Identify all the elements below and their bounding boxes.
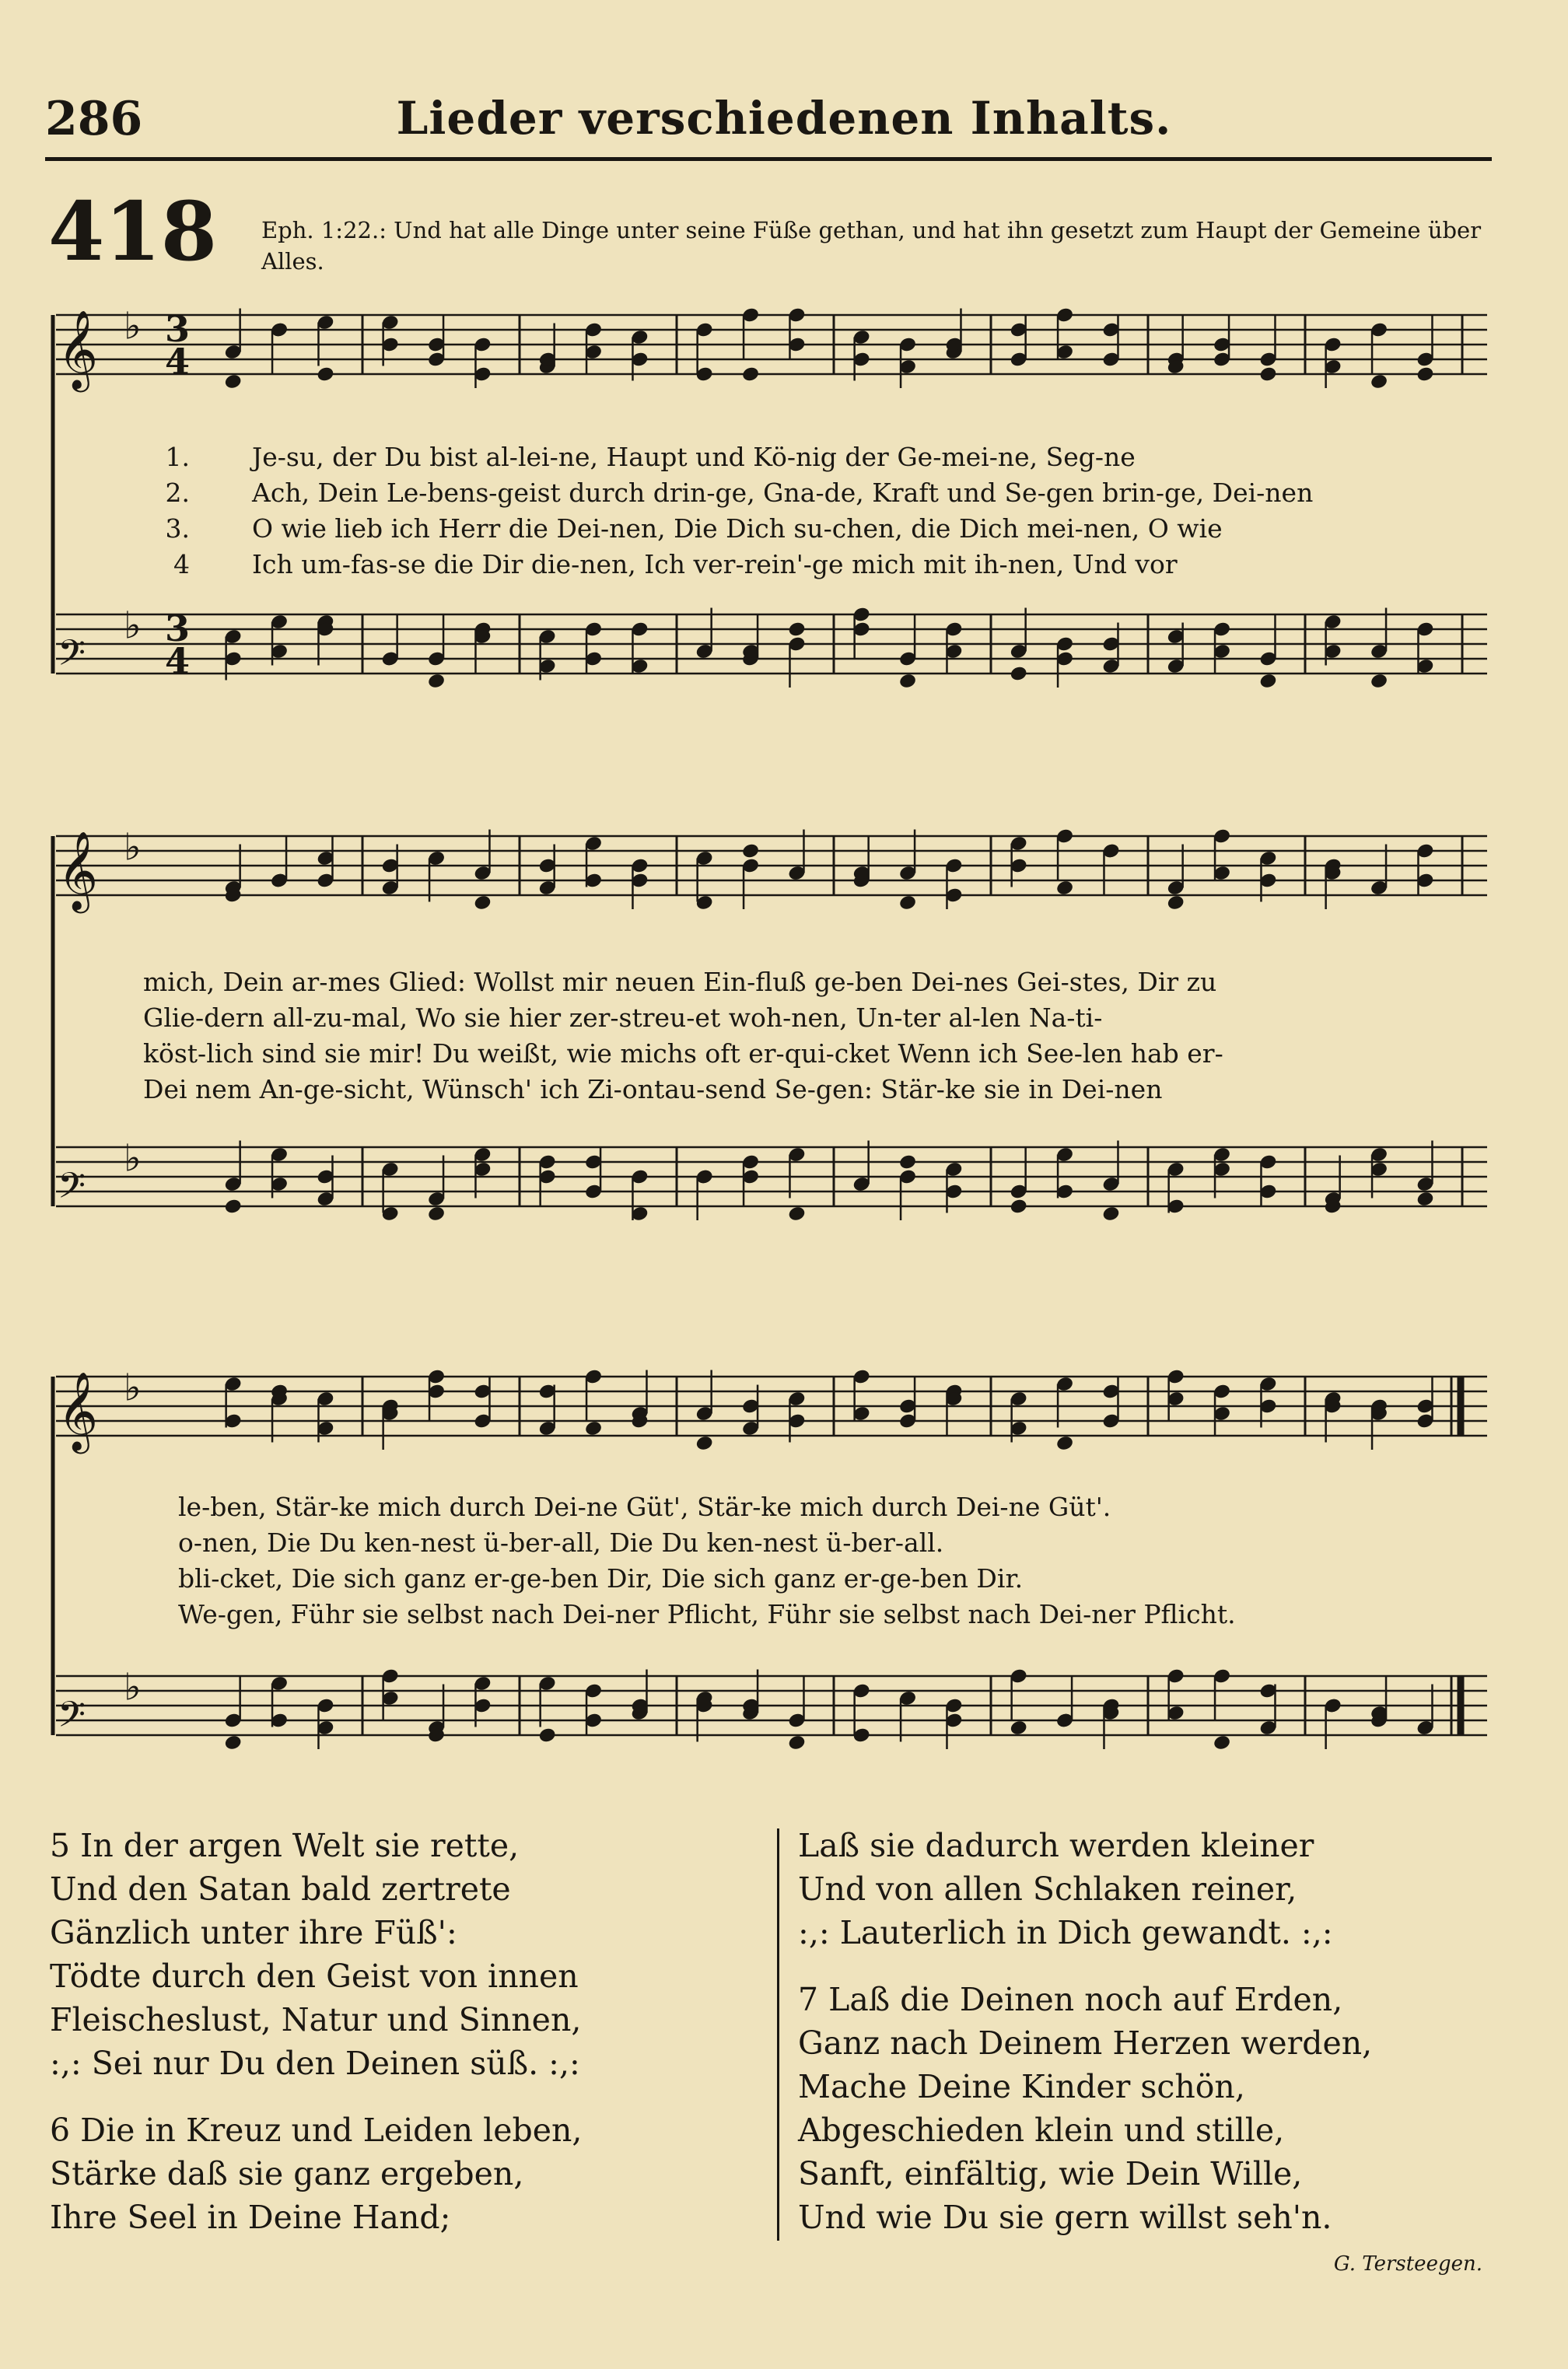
bass-clef-icon: 𝄢 bbox=[58, 632, 86, 683]
note-head bbox=[1258, 673, 1277, 690]
note-head bbox=[695, 1435, 714, 1452]
treble-clef-icon: 𝄞 bbox=[58, 1370, 99, 1450]
stanza-line: Stärke daß sie ganz ergeben, bbox=[50, 2155, 524, 2192]
flat-icon: ♭ bbox=[124, 1366, 142, 1410]
stanza-line: Mache Deine Kinder schön, bbox=[798, 2068, 1245, 2105]
lyric-line bbox=[143, 511, 1512, 547]
stanza-line: 5 In der argen Welt sie rette, bbox=[50, 1827, 520, 1864]
header-rule bbox=[45, 157, 1492, 161]
note-head bbox=[787, 1734, 806, 1751]
note-head bbox=[1213, 1734, 1231, 1751]
lyric-line bbox=[143, 475, 1512, 511]
stanza-6 bbox=[50, 2108, 750, 2239]
stanza-line: Laß sie dadurch werden kleiner bbox=[798, 1827, 1314, 1864]
note-head bbox=[427, 673, 446, 690]
note-head bbox=[1167, 894, 1185, 912]
treble-clef-icon: 𝄞 bbox=[58, 830, 99, 910]
note-head bbox=[473, 894, 492, 912]
note-head bbox=[898, 673, 917, 690]
stanza-column-left bbox=[50, 1824, 750, 2262]
note-head bbox=[224, 1734, 243, 1751]
time-signature-bottom: 4 bbox=[165, 640, 191, 682]
note-head bbox=[787, 1205, 806, 1223]
note-head bbox=[898, 1153, 917, 1171]
lyric-block bbox=[143, 439, 1512, 583]
note-head bbox=[1055, 1435, 1074, 1452]
verse-text: Ach, Dein Le-bens-geist durch drin-ge, Gna-de, Kraft und Se-gen brin-ge, Dei-nen bbox=[252, 478, 1314, 508]
additional-stanzas bbox=[50, 1824, 1496, 2259]
page-title: Lieder verschiedenen Inhalts. bbox=[396, 92, 1172, 145]
lyric-line bbox=[143, 964, 1512, 1000]
stanza-7 bbox=[798, 1978, 1498, 2239]
note-head bbox=[1055, 880, 1074, 897]
stanza-line: Tödte durch den Geist von innen bbox=[50, 1958, 579, 1995]
time-signature-top: 3 bbox=[165, 308, 191, 350]
lyric-line bbox=[143, 1000, 1512, 1036]
flat-icon: ♭ bbox=[124, 304, 142, 348]
stanza-line: 6 Die in Kreuz und Leiden leben, bbox=[50, 2112, 583, 2149]
note-head bbox=[224, 373, 243, 390]
lyric-line bbox=[143, 1561, 1512, 1597]
verse-text: Je-su, der Du bist al-lei-ne, Haupt und Kö-nig der Ge-mei-ne, Seg-ne bbox=[252, 442, 1136, 472]
verse-number: 4 bbox=[173, 549, 190, 579]
bass-staff bbox=[56, 1665, 1487, 1751]
note-head bbox=[1101, 1205, 1120, 1223]
note-head bbox=[1370, 673, 1388, 690]
time-signature-bottom: 4 bbox=[165, 341, 191, 383]
stanza-line: :,: Lauterlich in Dich gewandt. :,: bbox=[798, 1914, 1333, 1951]
time-signature-top: 3 bbox=[165, 607, 191, 649]
note-head bbox=[1416, 366, 1434, 383]
note-head bbox=[1010, 1198, 1028, 1215]
column-divider bbox=[777, 1828, 779, 2241]
verse-number: 1. bbox=[165, 442, 190, 472]
note-head bbox=[224, 1198, 243, 1215]
verse-text: Glie-dern all-zu-mal, Wo sie hier zer-streu-et woh-nen, Un-ter al-len Na-ti- bbox=[143, 1003, 1103, 1033]
flat-icon: ♭ bbox=[124, 825, 142, 870]
page-number: 286 bbox=[45, 92, 143, 146]
stanza-line: :,: Sei nur Du den Deinen süß. :,: bbox=[50, 2045, 580, 2082]
verse-text: bli-cket, Die sich ganz er-ge-ben Dir, Die sich ganz er-ge-ben Dir. bbox=[178, 1563, 1024, 1594]
note-head bbox=[1370, 373, 1388, 390]
bass-clef-icon: 𝄢 bbox=[58, 1694, 86, 1744]
note-head bbox=[584, 1420, 603, 1437]
music-system-2 bbox=[50, 821, 1493, 1272]
note-head bbox=[1258, 366, 1277, 383]
stanza-line: Und von allen Schlaken reiner, bbox=[798, 1870, 1297, 1908]
treble-staff bbox=[56, 304, 1487, 393]
verse-text: O wie lieb ich Herr die Dei-nen, Die Dich su-chen, die Dich mei-nen, O wie bbox=[252, 513, 1223, 544]
flat-icon: ♭ bbox=[124, 1665, 142, 1709]
verse-text: We-gen, Führ sie selbst nach Dei-ner Pflicht, Führ sie selbst nach Dei-ner Pflicht. bbox=[178, 1599, 1236, 1629]
note-head bbox=[1416, 1191, 1434, 1208]
author-credit: G. Tersteegen. bbox=[1333, 2252, 1482, 2276]
stanza-6-continued bbox=[798, 1824, 1498, 1954]
stanza-column-right bbox=[798, 1824, 1498, 2262]
verse-text: köst-lich sind sie mir! Du weißt, wie michs oft er-qui-cket Wenn ich See-len hab er- bbox=[143, 1038, 1223, 1069]
note-head bbox=[741, 366, 760, 383]
stanza-line: Sanft, einfältig, wie Dein Wille, bbox=[798, 2155, 1303, 2192]
lyric-line bbox=[143, 547, 1512, 583]
treble-staff bbox=[56, 825, 1487, 914]
verse-text: le-ben, Stär-ke mich durch Dei-ne Güt', Stär-ke mich durch Dei-ne Güt'. bbox=[178, 1492, 1111, 1522]
verse-number: 3. bbox=[165, 513, 190, 544]
bass-clef-icon: 𝄢 bbox=[58, 1165, 86, 1216]
note-head bbox=[741, 842, 760, 859]
verse-text: o-nen, Die Du ken-nest ü-ber-all, Die Du ken-nest ü-ber-all. bbox=[178, 1527, 944, 1558]
scripture-reference: Eph. 1:22.: Und hat alle Dinge unter seine Füße gethan, und hat ihn gesetzt zum Haupt der Gemeine über Alles. bbox=[261, 217, 1482, 275]
note-head bbox=[1010, 665, 1028, 682]
note-head bbox=[427, 1205, 446, 1223]
stanza-line: Ganz nach Deinem Herzen werden, bbox=[798, 2024, 1373, 2062]
verse-text: Ich um-fas-se die Dir die-nen, Ich ver-rein'-ge mich mit ih-nen, Und vor bbox=[252, 549, 1178, 579]
flat-icon: ♭ bbox=[124, 604, 142, 648]
stanza-line: Abgeschieden klein und stille, bbox=[798, 2112, 1285, 2149]
lyric-block bbox=[143, 1489, 1512, 1632]
note-head bbox=[898, 894, 917, 912]
lyric-block bbox=[143, 964, 1512, 1108]
bass-staff bbox=[56, 604, 1487, 689]
music-system-1 bbox=[50, 299, 1493, 735]
stanza-5 bbox=[50, 1824, 750, 2085]
stanza-line: Und den Satan bald zertrete bbox=[50, 1870, 511, 1908]
stanza-line: 7 Laß die Deinen noch auf Erden, bbox=[798, 1981, 1343, 2018]
flat-icon: ♭ bbox=[124, 1136, 142, 1181]
verse-text: mich, Dein ar-mes Glied: Wollst mir neuen Ein-fluß ge-ben Dei-nes Gei-stes, Dir zu bbox=[143, 967, 1217, 997]
note-head bbox=[1010, 1720, 1028, 1737]
treble-staff bbox=[56, 1366, 1487, 1454]
lyric-line bbox=[143, 1597, 1512, 1632]
stanza-line: Fleischeslust, Natur und Sinnen, bbox=[50, 2001, 582, 2038]
note-head bbox=[787, 621, 806, 638]
verse-text: Dei nem An-ge-sicht, Wünsch' ich Zi-ontau-send Se-gen: Stär-ke sie in Dei-nen bbox=[143, 1074, 1163, 1104]
stanza-line: Und wie Du sie gern willst seh'n. bbox=[798, 2199, 1332, 2236]
note-head bbox=[316, 366, 334, 383]
bass-staff bbox=[56, 1136, 1487, 1222]
lyric-line bbox=[143, 439, 1512, 475]
hymn-number: 418 bbox=[48, 184, 218, 279]
stanza-line: Gänzlich unter ihre Füß': bbox=[50, 1914, 457, 1951]
note-head bbox=[538, 1727, 557, 1744]
verse-number: 2. bbox=[165, 478, 190, 508]
lyric-line bbox=[143, 1489, 1512, 1525]
treble-clef-icon: 𝄞 bbox=[58, 309, 99, 389]
stanza-line: Ihre Seel in Deine Hand; bbox=[50, 2199, 451, 2236]
lyric-line bbox=[143, 1525, 1512, 1561]
music-system-3 bbox=[50, 1361, 1493, 1804]
lyric-line bbox=[143, 1072, 1512, 1108]
lyric-line bbox=[143, 1036, 1512, 1072]
